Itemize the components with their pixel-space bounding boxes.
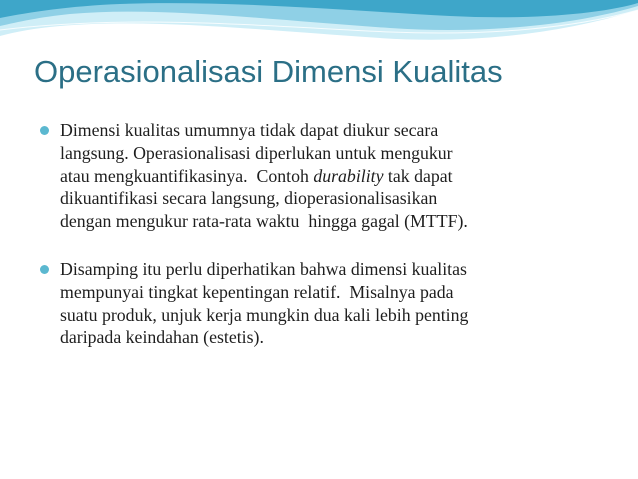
bullet-1-line-3-text-b: tak dapat bbox=[383, 165, 453, 186]
bullet-2-line-4: daripada keindahan (estetis). bbox=[60, 327, 264, 348]
bullet-list bbox=[40, 119, 610, 349]
bullet-1-line-5: dengan mengukur rata-rata waktu hingga gagal (MTTF). bbox=[60, 211, 468, 232]
slide-title: Operasionalisasi Dimensi Kualitas bbox=[34, 54, 503, 89]
bullet-dot-icon bbox=[40, 126, 49, 135]
bullet-item-1 bbox=[40, 119, 610, 233]
bullet-1-line-1: Dimensi kualitas umumnya tidak dapat diukur secara bbox=[60, 120, 439, 140]
bullet-1-emphasis-durability: durability bbox=[313, 165, 384, 186]
bullet-1-line-2: langsung. Operasionalisasi diperlukan untuk mengukur bbox=[60, 142, 453, 163]
bullet-1-line-4: dikuantifikasi secara langsung, dioperasionalisasikan bbox=[60, 188, 438, 209]
bullet-2-line-2: mempunyai tingkat kepentingan relatif. Misalnya pada bbox=[60, 281, 454, 302]
bullet-1-line-3-text-a: atau mengkuantifikasinya. Contoh bbox=[60, 165, 314, 186]
bullet-item-2 bbox=[40, 258, 610, 349]
bullet-2-line-3: suatu produk, unjuk kerja mungkin dua kali lebih penting bbox=[60, 304, 469, 325]
bullet-1-line-3 bbox=[60, 165, 610, 188]
bullet-dot-icon bbox=[40, 265, 49, 274]
header-wave-decoration bbox=[0, 0, 638, 60]
bullet-2-line-1: Disamping itu perlu diperhatikan bahwa dimensi kualitas bbox=[60, 258, 467, 279]
